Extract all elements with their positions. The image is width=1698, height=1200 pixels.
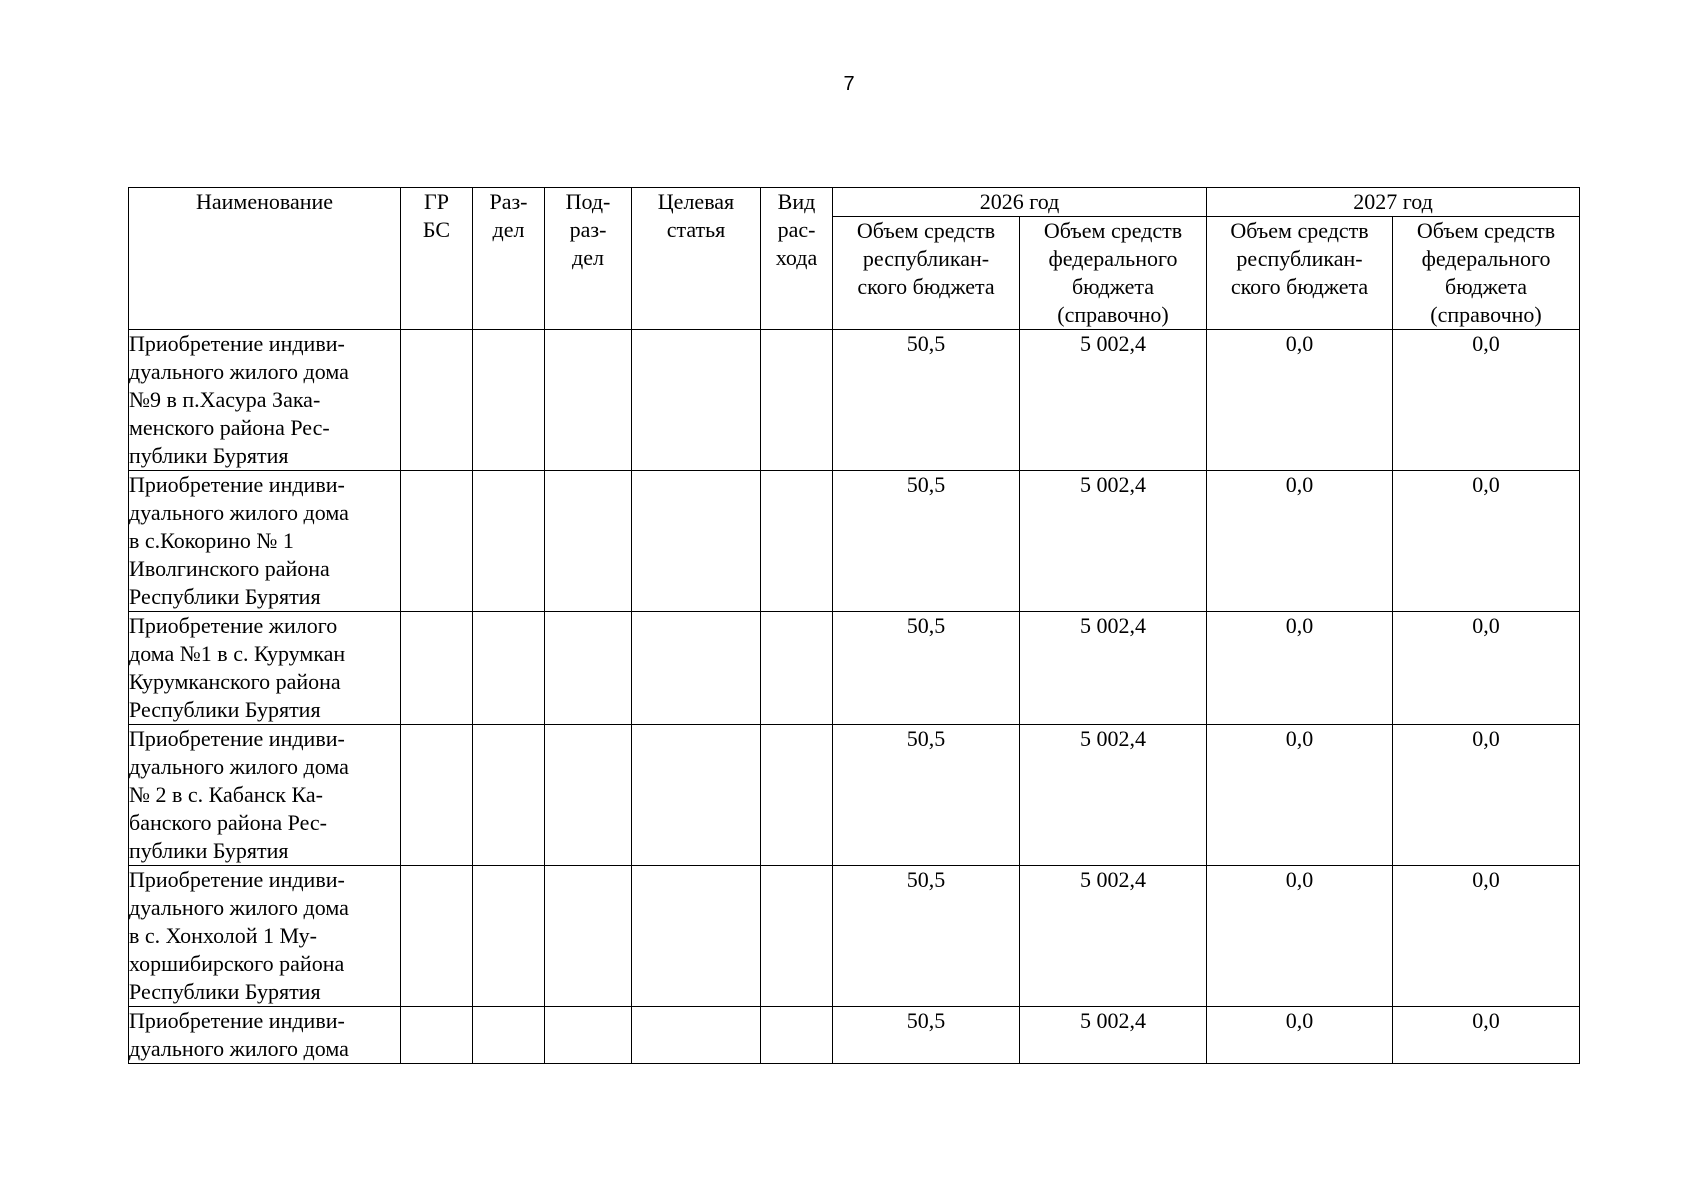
table-row bbox=[129, 612, 1580, 725]
rep-2026-cell: 50,5 bbox=[833, 612, 1020, 725]
podrazdel-cell bbox=[545, 1007, 632, 1064]
header-row-top bbox=[129, 188, 1580, 217]
table-row bbox=[129, 471, 1580, 612]
rep-2027-cell: 0,0 bbox=[1207, 471, 1393, 612]
header-vid-raskhoda: Вид рас- хода bbox=[761, 188, 833, 330]
tselevaya-cell bbox=[632, 866, 761, 1007]
table-row bbox=[129, 330, 1580, 471]
razdel-cell bbox=[473, 866, 545, 1007]
vid-cell bbox=[761, 1007, 833, 1064]
row-name-cell: Приобретение индиви- дуального жилого дома №9 в п.Хасура Зака- менского района Рес- публики Бурятия bbox=[129, 330, 401, 471]
rep-2026-cell: 50,5 bbox=[833, 1007, 1020, 1064]
table-row bbox=[129, 866, 1580, 1007]
row-name-cell: Приобретение индиви- дуального жилого дома в с.Кокорино № 1 Иволгинского района Республики Бурятия bbox=[129, 471, 401, 612]
vid-cell bbox=[761, 866, 833, 1007]
rep-2027-cell: 0,0 bbox=[1207, 1007, 1393, 1064]
header-name: Наименование bbox=[129, 188, 401, 330]
header-razdel: Раз- дел bbox=[473, 188, 545, 330]
header-podrazdel: Под- раз- дел bbox=[545, 188, 632, 330]
podrazdel-cell bbox=[545, 471, 632, 612]
grbs-cell bbox=[401, 612, 473, 725]
fed-2026-cell: 5 002,4 bbox=[1020, 612, 1207, 725]
row-name-cell: Приобретение индиви- дуального жилого дома в с. Хонхолой 1 Му- хоршибирского района Республики Бурятия bbox=[129, 866, 401, 1007]
header-fed-budget-2027: Объем средств федерального бюджета (справочно) bbox=[1393, 217, 1580, 330]
tselevaya-cell bbox=[632, 330, 761, 471]
podrazdel-cell bbox=[545, 725, 632, 866]
tselevaya-cell bbox=[632, 612, 761, 725]
row-name-cell: Приобретение индиви- дуального жилого дома № 2 в с. Кабанск Ка- банского района Рес- публики Бурятия bbox=[129, 725, 401, 866]
tselevaya-cell bbox=[632, 725, 761, 866]
rep-2027-cell: 0,0 bbox=[1207, 330, 1393, 471]
grbs-cell bbox=[401, 330, 473, 471]
razdel-cell bbox=[473, 725, 545, 866]
fed-2026-cell: 5 002,4 bbox=[1020, 1007, 1207, 1064]
grbs-cell bbox=[401, 1007, 473, 1064]
table-row bbox=[129, 725, 1580, 866]
header-grbs: ГР БС bbox=[401, 188, 473, 330]
podrazdel-cell bbox=[545, 330, 632, 471]
header-year-2026: 2026 год bbox=[833, 188, 1207, 217]
header-rep-budget-2026: Объем средств республикан- ского бюджета bbox=[833, 217, 1020, 330]
fed-2027-cell: 0,0 bbox=[1393, 612, 1580, 725]
fed-2026-cell: 5 002,4 bbox=[1020, 471, 1207, 612]
grbs-cell bbox=[401, 725, 473, 866]
razdel-cell bbox=[473, 330, 545, 471]
fed-2027-cell: 0,0 bbox=[1393, 725, 1580, 866]
header-year-2027: 2027 год bbox=[1207, 188, 1580, 217]
row-name-cell: Приобретение индиви- дуального жилого дома bbox=[129, 1007, 401, 1064]
fed-2027-cell: 0,0 bbox=[1393, 1007, 1580, 1064]
razdel-cell bbox=[473, 612, 545, 725]
vid-cell bbox=[761, 330, 833, 471]
tselevaya-cell bbox=[632, 471, 761, 612]
rep-2026-cell: 50,5 bbox=[833, 471, 1020, 612]
rep-2027-cell: 0,0 bbox=[1207, 725, 1393, 866]
fed-2027-cell: 0,0 bbox=[1393, 330, 1580, 471]
row-name-cell: Приобретение жилого дома №1 в с. Курумкан Курумканского района Республики Бурятия bbox=[129, 612, 401, 725]
fed-2026-cell: 5 002,4 bbox=[1020, 725, 1207, 866]
podrazdel-cell bbox=[545, 612, 632, 725]
table-row bbox=[129, 1007, 1580, 1064]
fed-2026-cell: 5 002,4 bbox=[1020, 866, 1207, 1007]
grbs-cell bbox=[401, 866, 473, 1007]
tselevaya-cell bbox=[632, 1007, 761, 1064]
page-number: 7 bbox=[843, 73, 855, 95]
fed-2027-cell: 0,0 bbox=[1393, 866, 1580, 1007]
rep-2026-cell: 50,5 bbox=[833, 725, 1020, 866]
razdel-cell bbox=[473, 1007, 545, 1064]
header-tselevaya-statya: Целевая статья bbox=[632, 188, 761, 330]
vid-cell bbox=[761, 612, 833, 725]
grbs-cell bbox=[401, 471, 473, 612]
rep-2026-cell: 50,5 bbox=[833, 330, 1020, 471]
header-fed-budget-2026: Объем средств федерального бюджета (справочно) bbox=[1020, 217, 1207, 330]
rep-2027-cell: 0,0 bbox=[1207, 612, 1393, 725]
podrazdel-cell bbox=[545, 866, 632, 1007]
rep-2027-cell: 0,0 bbox=[1207, 866, 1393, 1007]
fed-2027-cell: 0,0 bbox=[1393, 471, 1580, 612]
rep-2026-cell: 50,5 bbox=[833, 866, 1020, 1007]
header-rep-budget-2027: Объем средств республикан- ского бюджета bbox=[1207, 217, 1393, 330]
vid-cell bbox=[761, 725, 833, 866]
fed-2026-cell: 5 002,4 bbox=[1020, 330, 1207, 471]
budget-table bbox=[128, 187, 1580, 1064]
razdel-cell bbox=[473, 471, 545, 612]
vid-cell bbox=[761, 471, 833, 612]
